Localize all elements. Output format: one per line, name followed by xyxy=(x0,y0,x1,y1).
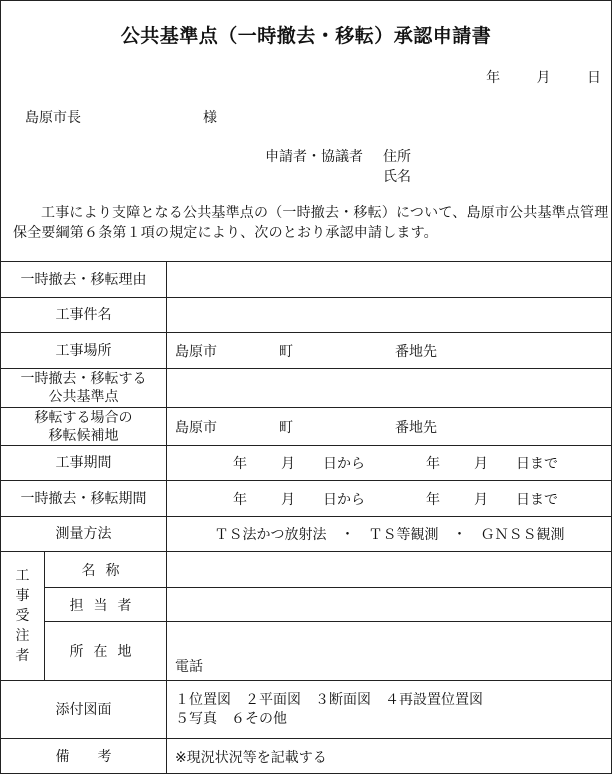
contractor-tel-label: 電話 xyxy=(175,659,203,675)
work-period-to: 日まで xyxy=(516,456,558,472)
contractor-name-label: 名称 xyxy=(45,552,167,588)
candidate-city: 島原市 xyxy=(175,419,217,436)
work-period-year2: 年 xyxy=(426,456,440,472)
work-place-town: 町 xyxy=(279,343,293,360)
table-row xyxy=(1,369,612,408)
work-place-city: 島原市 xyxy=(175,343,217,360)
work-place-label: 工事場所 xyxy=(1,333,167,369)
move-period-month2: 月 xyxy=(474,491,488,508)
page-title: 公共基準点（一時撤去・移転）承認申請書 xyxy=(120,25,492,47)
date-day: 日 xyxy=(587,70,601,86)
point-field[interactable] xyxy=(167,369,612,408)
work-period-month2: 月 xyxy=(474,456,488,472)
contractor-person-label: 担当者 xyxy=(45,588,167,622)
table-row xyxy=(1,588,612,622)
table-row xyxy=(1,517,612,552)
contractor-name-field[interactable] xyxy=(167,552,612,588)
table-row xyxy=(1,262,612,298)
survey-options[interactable]: ＴＳ法かつ放射法 ・ ＴＳ等観測 ・ ＧＮＳＳ観測 xyxy=(167,517,612,552)
point-label xyxy=(1,369,167,408)
move-period-year1: 年 xyxy=(233,491,247,508)
move-period-month1: 月 xyxy=(281,491,295,508)
candidate-label-line2: 移転候補地 xyxy=(48,427,119,444)
attachments-label: 添付図面 xyxy=(1,681,167,739)
addressee-name: 島原市長 xyxy=(25,110,81,126)
form-table xyxy=(0,261,612,774)
work-name-label: 工事件名 xyxy=(1,298,167,333)
work-place-field[interactable] xyxy=(167,333,612,369)
applicant-role: 申請者・協議者 xyxy=(265,149,363,165)
contractor-person-field[interactable] xyxy=(167,588,612,622)
contractor-char: 工 xyxy=(15,568,30,584)
work-name-field[interactable] xyxy=(167,298,612,333)
contractor-char: 受 xyxy=(15,608,30,624)
survey-label: 測量方法 xyxy=(1,517,167,552)
work-period-label: 工事期間 xyxy=(1,446,167,481)
attachments-line1: １位置図 ２平面図 ３断面図 ４再設置位置図 xyxy=(175,691,483,708)
table-row xyxy=(1,552,612,588)
contractor-char: 者 xyxy=(15,648,30,664)
table-row xyxy=(1,408,612,446)
table-row xyxy=(1,739,612,774)
table-row xyxy=(1,681,612,739)
candidate-banchi: 番地先 xyxy=(395,419,437,436)
move-period-label: 一時撤去・移転期間 xyxy=(1,481,167,517)
intro-text: 工事により支障となる公共基準点の（一時撤去・移転）について、島原市公共基準点管理保全要綱第６条第１項の規定により、次のとおり承認申請します。 xyxy=(13,205,609,241)
addressee-honorific: 様 xyxy=(203,110,217,126)
attachments-line2: ５写真 ６その他 xyxy=(175,710,287,727)
work-period-year1: 年 xyxy=(233,456,247,472)
move-period-to: 日まで xyxy=(516,491,558,508)
move-period-field[interactable] xyxy=(167,481,612,517)
table-row xyxy=(1,446,612,481)
applicant-name-label: 氏名 xyxy=(383,169,411,185)
table-row xyxy=(1,298,612,333)
contractor-char: 注 xyxy=(15,628,30,644)
reason-label: 一時撤去・移転理由 xyxy=(1,262,167,298)
table-row xyxy=(1,622,612,681)
work-period-month1: 月 xyxy=(281,456,295,472)
remarks-label: 備考 xyxy=(1,739,167,774)
contractor-label xyxy=(1,552,45,681)
remarks-field[interactable]: ※現況状況等を記載する xyxy=(167,739,612,774)
date-month: 月 xyxy=(536,70,551,86)
applicant-block xyxy=(265,147,411,187)
table-row xyxy=(1,333,612,369)
addressee xyxy=(25,107,217,127)
contractor-char: 事 xyxy=(15,588,30,604)
work-place-banchi: 番地先 xyxy=(395,343,437,360)
work-period-field[interactable] xyxy=(167,446,612,481)
point-label-line1: 一時撤去・移転する xyxy=(20,371,147,387)
attachments-field[interactable] xyxy=(167,681,612,739)
applicant-address-label: 住所 xyxy=(383,149,411,165)
date-year: 年 xyxy=(486,70,501,86)
move-period-from: 日から xyxy=(323,491,365,508)
point-label-line2: 公共基準点 xyxy=(48,389,119,405)
contractor-location-field[interactable] xyxy=(167,622,612,681)
candidate-label-line1: 移転する場合の xyxy=(34,409,133,426)
candidate-field[interactable] xyxy=(167,408,612,446)
date-line xyxy=(486,67,601,87)
table-row xyxy=(1,481,612,517)
candidate-town: 町 xyxy=(279,419,293,436)
candidate-label xyxy=(1,408,167,446)
move-period-year2: 年 xyxy=(426,491,440,508)
reason-field[interactable] xyxy=(167,262,612,298)
contractor-location-label: 所在地 xyxy=(45,622,167,681)
work-period-from: 日から xyxy=(323,456,365,472)
